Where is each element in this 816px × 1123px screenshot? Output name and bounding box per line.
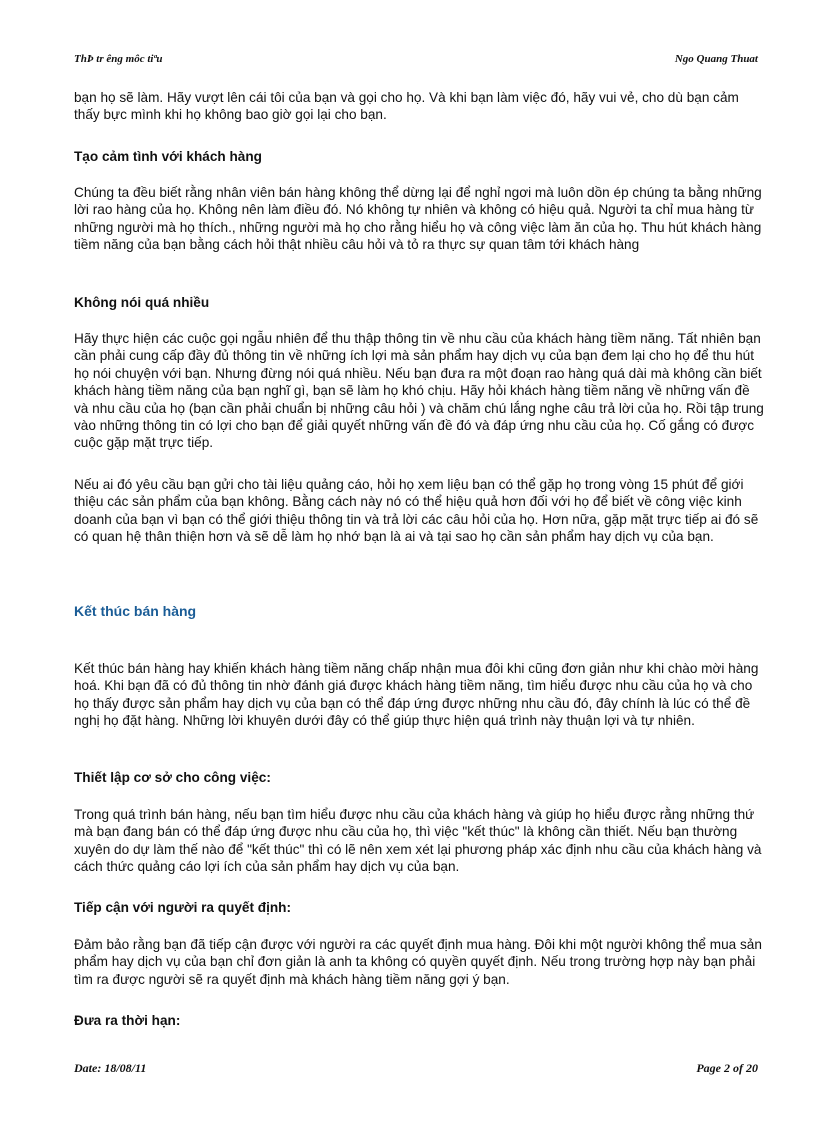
paragraph-cam-tinh xyxy=(74,184,764,254)
section-heading-ket-thuc xyxy=(74,603,764,620)
heading-text: Thiết lập cơ sở cho công việc: xyxy=(74,770,271,785)
heading-khong-noi-qua-nhieu xyxy=(74,294,764,311)
paragraph-text: Nếu ai đó yêu cầu bạn gửi cho tài liệu quảng cáo, hỏi họ xem liệu bạn có thể gặp họ trong vòng 15 phút để giới thiệu các sản phẩm của bạn không. Bằng cách này nó có thể hiệu quả hơn đối với họ để biết về công việc kinh doanh của bạn vì bạn có thể giới thiệu thông tin và trả lời các câu hỏi của họ. Hơn nữa, gặp mặt trực tiếp ai đó sẽ có quan hệ thân thiện hơn và sẽ dễ làm họ nhớ bạn là ai và tại sao họ cần sản phẩm hay dịch vụ của bạn. xyxy=(74,477,759,545)
paragraph-thiet-lap xyxy=(74,806,764,876)
paragraph-tiep-can xyxy=(74,936,764,988)
header-author: Ngo Quang Thuat xyxy=(674,53,758,65)
paragraph-tai-lieu xyxy=(74,476,764,546)
header-divider xyxy=(74,70,758,71)
heading-thiet-lap xyxy=(74,769,764,786)
footer-date: Date: 18/08/11 xyxy=(74,1061,147,1075)
paragraph-text: Chúng ta đều biết rằng nhân viên bán hàng không thể dừng lại để nghỉ ngơi mà luôn dồn ép chúng ta bằng những lời rao hàng của họ. Không nên làm điều đó. Nó không tự nhiên và không có hiệu quả. Người ta chỉ mua hàng từ những người mà họ thích., những người mà họ cho rằng hiểu họ và công việc làm ăn của họ. Thu hút khách hàng tiềm năng của bạn bằng cách hỏi thật nhiều câu hỏi và tỏ ra thực sự quan tâm tới khách hàng xyxy=(74,185,762,253)
paragraph-text: Đảm bảo rằng bạn đã tiếp cận được với người ra các quyết định mua hàng. Đôi khi một người không thể mua sản phẩm hay dịch vụ của bạn chỉ đơn giản là anh ta không có quyền quyết định. Nếu trong trường hợp này bạn phải tìm ra được người sẽ ra quyết định mà khách hàng tiềm năng gợi ý bạn. xyxy=(74,937,762,987)
heading-text: Đưa ra thời hạn: xyxy=(74,1013,181,1028)
paragraph-text: Kết thúc bán hàng hay khiến khách hàng tiềm năng chấp nhận mua đôi khi cũng đơn giản như khi chào mời hàng hoá. Khi bạn đã có đủ thông tin nhờ đánh giá được khách hàng tiềm năng, tìm hiểu được nhu cầu của họ và cho họ thấy được sản phẩm hay dịch vụ của bạn có thể đáp ứng được những nhu cầu đó, đây chính là lúc có thể đề nghị họ đặt hàng. Những lời khuyên dưới đây có thể giúp thực hiện quá trình này thuận lợi và tự nhiên. xyxy=(74,661,759,729)
paragraph-khong-noi xyxy=(74,330,764,452)
paragraph-text: Hãy thực hiện các cuộc gọi ngẫu nhiên để thu thập thông tin về nhu cầu của khách hàng tiềm năng. Tất nhiên bạn cần phải cung cấp đầy đủ thông tin về những ích lợi mà sản phẩm hay dịch vụ của bạn đem lại cho họ để thu hút họ nói chuyện với bạn. Nhưng đừng nói quá nhiều. Nếu bạn đưa ra một đoạn rao hàng quá dài mà không cần biết khách hàng tiềm năng của bạn nghĩ gì, bạn sẽ làm họ khó chịu. Hãy hỏi khách hàng tiềm năng về những vấn đề và nhu cầu của họ (bạn cần phải chuẩn bị những câu hỏi ) và chăm chú lắng nghe câu trả lời của họ. Rồi tập trung vào những thông tin có lợi cho bạn để giải quyết những vấn đề đó và đáp ứng nhu cầu của họ. Cố gắng có được cuộc gặp mặt trực tiếp. xyxy=(74,331,764,451)
paragraph-intro xyxy=(74,89,764,124)
heading-text: Không nói quá nhiều xyxy=(74,295,210,310)
heading-text: Tạo cảm tình với khách hàng xyxy=(74,149,262,164)
paragraph-text: Trong quá trình bán hàng, nếu bạn tìm hiểu được nhu cầu của khách hàng và giúp họ hiểu được rằng những thứ mà bạn đang bán có thể đáp ứng được nhu cầu của họ, thì việc "kết thúc" là không cần thiết. Nếu bạn thường xuyên do dự làm thế nào để "kết thúc" thì có lẽ nên xem xét lại phương pháp xác định nhu cầu của khách hàng và cách thức quảng cáo lợi ích của sản phẩm hay dịch vụ của bạn. xyxy=(74,807,762,875)
paragraph-ket-thuc xyxy=(74,660,764,730)
heading-text: Tiếp cận với người ra quyết định: xyxy=(74,900,291,915)
heading-tao-cam-tinh xyxy=(74,148,764,165)
section-heading-text: Kết thúc bán hàng xyxy=(74,603,197,619)
header-left-title: ThÞ tr êng môc tiªu xyxy=(74,53,163,65)
paragraph-text: bạn họ sẽ làm. Hãy vượt lên cái tôi của bạn và gọi cho họ. Và khi bạn làm việc đó, hãy vui vẻ, cho dù bạn cảm thấy bực mình khi họ không bao giờ gọi lại cho bạn. xyxy=(74,90,739,123)
footer-page-number: Page 2 of 20 xyxy=(696,1061,758,1075)
heading-dua-ra-thoi-han xyxy=(74,1012,764,1029)
heading-tiep-can xyxy=(74,899,764,916)
